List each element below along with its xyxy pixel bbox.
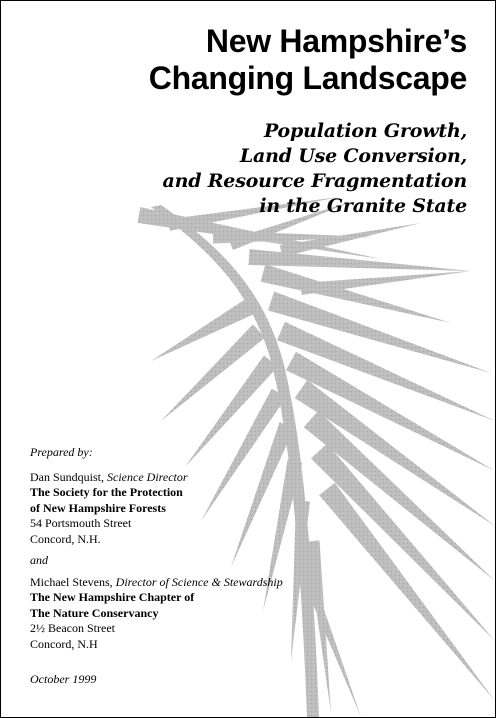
fern-pinna: [161, 324, 265, 421]
author-1-org-line-2: of New Hampshire Forests: [30, 500, 166, 515]
author-2-role: Director of Science & Stewardship: [115, 574, 283, 589]
fern-pinna: [319, 483, 495, 701]
author-2-org-line-2: The Nature Conservancy: [30, 605, 159, 620]
author-2-line: [30, 575, 283, 591]
and-label: and: [30, 553, 48, 567]
subtitle-line-3: and Resource Fragmentation: [162, 170, 467, 192]
report-subtitle: [162, 119, 467, 219]
publication-date: October 1999: [30, 672, 97, 686]
prepared-by-label: Prepared by:: [30, 445, 93, 459]
fern-pinna: [280, 223, 421, 257]
author-1-name: Dan Sundquist,: [30, 469, 105, 484]
title-line-2: Changing Landscape: [148, 60, 467, 96]
report-title: [149, 23, 467, 97]
author-2-org-line-1: The New Hampshire Chapter of: [30, 590, 195, 604]
author-2-name: Michael Stevens,: [30, 574, 113, 589]
author-1-line: [30, 470, 283, 486]
fern-pinna: [311, 444, 495, 641]
credits-block: [30, 445, 283, 652]
author-2-street: 2½ Beacon Street: [30, 621, 115, 635]
author-1-org-line-1: The Society for the Protection: [30, 485, 183, 499]
subtitle-line-4: in the Granite State: [259, 195, 467, 217]
author-2-city: Concord, N.H: [30, 636, 98, 651]
author-1-city: Concord, N.H.: [30, 531, 101, 546]
subtitle-line-2: Land Use Conversion,: [239, 145, 467, 167]
author-1-role: Science Director: [107, 469, 188, 484]
subtitle-line-1: Population Growth,: [263, 120, 467, 142]
fern-pinna: [300, 271, 471, 295]
author-1-street: 54 Portsmouth Street: [30, 516, 132, 530]
title-line-1: New Hampshire’s: [205, 23, 467, 59]
